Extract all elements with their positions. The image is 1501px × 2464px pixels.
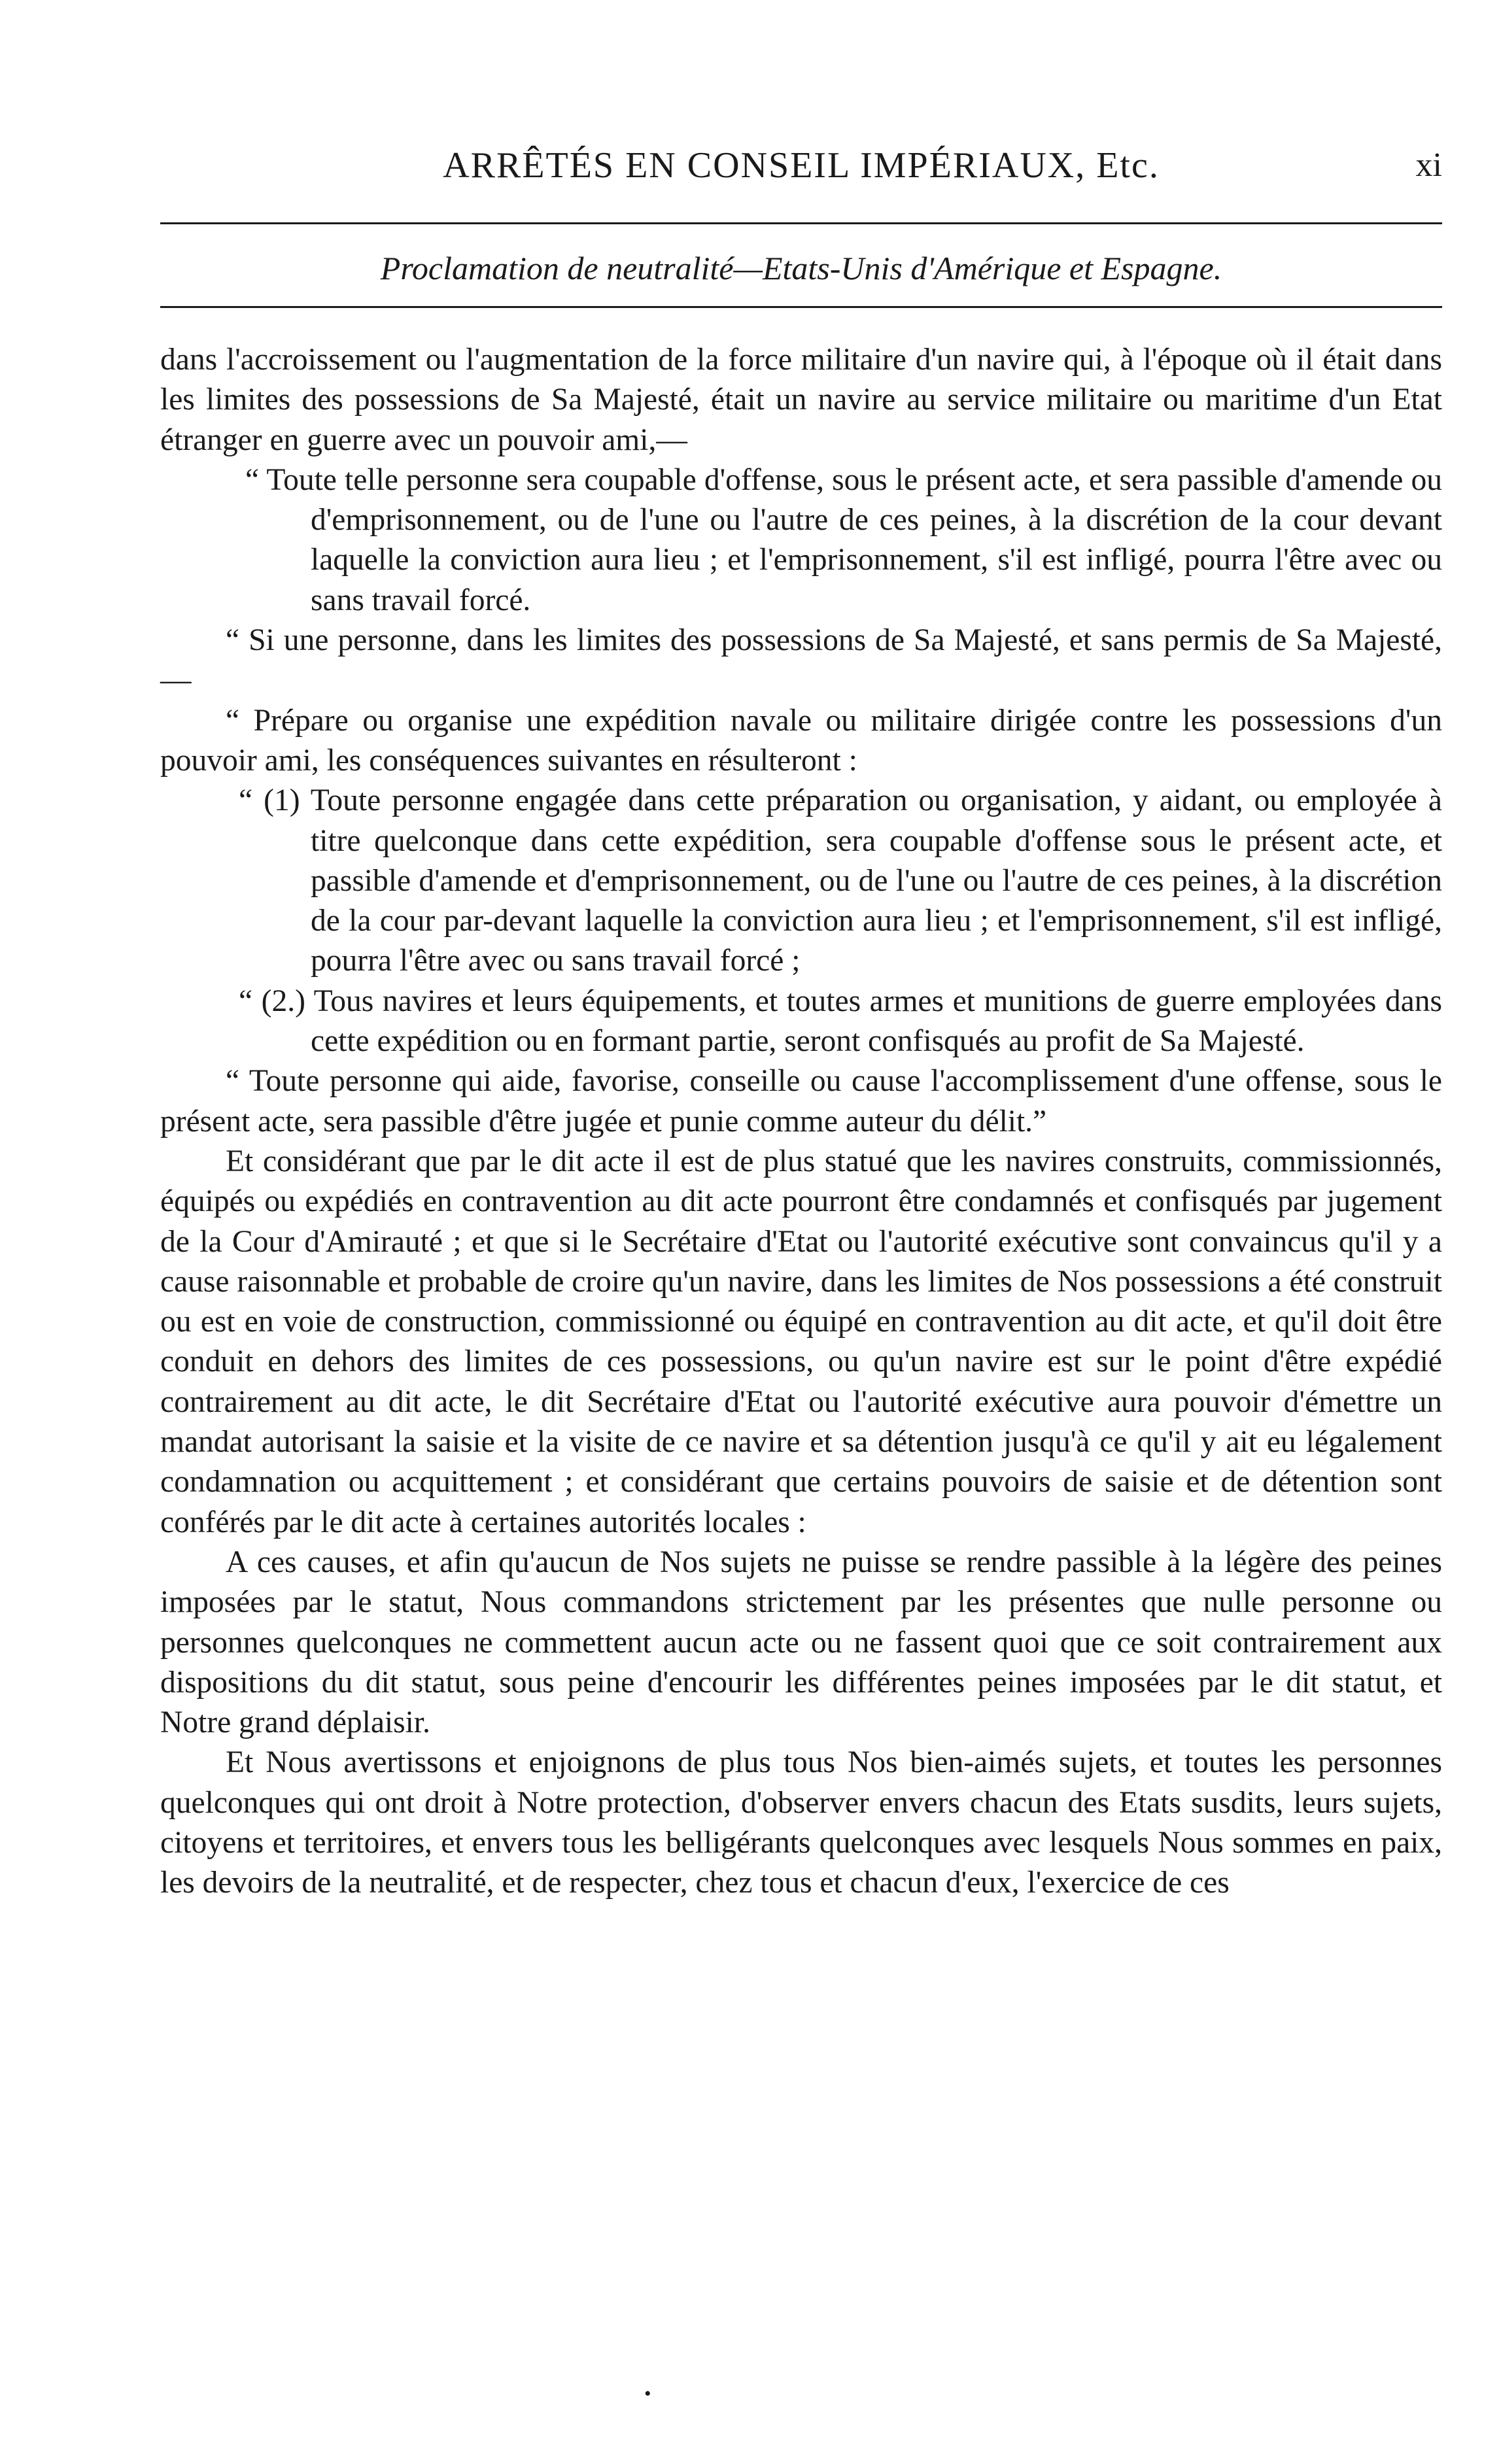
bottom-rule [160,306,1442,308]
paragraph-command: A ces causes, et afin qu'aucun de Nos sujets ne puisse se rendre passible à la légère des peines imposées par le statut, Nous commandons strictement par les présentes que nulle personne ou personnes quelconques ne commettent aucun acte ou ne fassent quoi que ce soit contrairement aux dispositions du dit statut, sous peine d'encourir les différentes peines imposées par le dit statut, et Notre grand déplaisir. [160,1545,1442,1740]
paragraph-quote-expedition: “ Prépare ou organise une expédition navale ou militaire dirigée contre les possessions d'un pouvoir ami, les conséquences suivantes en résulteront : [160,703,1442,778]
paragraph-considering: Et considérant que par le dit acte il est de plus statué que les navires construits, commissionnés, équipés ou expédiés en contravention au dit acte pourront être condamnés et confisqués par jugement de la Cour d'Amirauté ; et que si le Secrétaire d'Etat ou l'autorité exécutive sont convaincus qu'il y a cause raisonnable et probable de croire qu'un navire, dans les limites de Nos possessions a été construit ou est en voie de construction, commissionné ou équipé en contravention au dit acte, et qu'il doit être conduit en dehors des limites de ces possessions, ou qu'un navire est sur le point d'être expédié contrairement au dit acte, le dit Secrétaire d'Etat ou l'autorité exécutive aura pouvoir d'émettre un mandat autorisant la saisie et la visite de ce navire et sa détention jusqu'à ce qu'il y ait eu légalement condamnation ou acquittement ; et considérant que certains pouvoirs de saisie et de détention sont conférés par le dit acte à certaines autorités locales : [160,1144,1442,1539]
paragraph-continuation: dans l'accroissement ou l'augmentation de la force militaire d'un navire qui, à l'époque où il était dans les limites des possessions de Sa Majesté, était un navire au service militaire ou maritime d'un Etat étranger en guerre avec un pouvoir ami,— [160,343,1442,457]
top-rule [160,222,1442,224]
paragraph-quote-permission: “ Si une personne, dans les limites des possessions de Sa Majesté, et sans permis de Sa Majesté,— [160,623,1442,698]
body-text [160,340,1442,1904]
paragraph-item-2: “ (2.) Tous navires et leurs équipements, et toutes armes et munitions de guerre employées dans cette expédition ou en formant partie, seront confisqués au profit de Sa Majesté. [239,984,1442,1059]
page-number: xi [1415,146,1442,184]
section-subtitle: Proclamation de neutralité—Etats-Unis d'Amérique et Espagne. [380,250,1222,286]
running-head [160,143,1442,188]
paragraph-quote-offense: “ Toute telle personne sera coupable d'offense, sous le présent acte, et sera passible d'amende ou d'emprisonnement, ou de l'une ou l'autre de ces peines, à la discrétion de la cour devant laquelle la conviction aura lieu ; et l'emprisonnement, s'il est infligé, pourra l'être avec ou sans travail forcé. [245,462,1442,617]
footer-mark: • [644,2383,651,2404]
paragraph-item-1: “ (1) Toute personne engagée dans cette préparation ou organisation, y aidant, ou employée à titre quelconque dans cette expédition, sera coupable d'offense sous le présent acte, et passible d'amende et d'emprisonnement, ou de l'une ou l'autre de ces peines, à la discrétion de la cour par-devant laquelle la conviction aura lieu ; et l'emprisonnement, s'il est infligé, pourra l'être avec ou sans travail forcé ; [239,783,1442,978]
paragraph-warning: Et Nous avertissons et enjoignons de plus tous Nos bien-aimés sujets, et toutes les personnes quelconques qui ont droit à Notre protection, d'observer envers chacun des Etats susdits, leurs sujets, citoyens et territoires, et envers tous les belligérants quelconques avec lesquels Nous sommes en paix, les devoirs de la neutralité, et de respecter, chez tous et chacun d'eux, l'exercice de ces [160,1745,1442,1900]
running-title: ARRÊTÉS EN CONSEIL IMPÉRIAUX, Etc. [443,145,1160,186]
paragraph-quote-accomplice: “ Toute personne qui aide, favorise, conseille ou cause l'accomplissement d'une offense, sous le présent acte, sera passible d'être jugée et punie comme auteur du délit.” [160,1064,1442,1138]
document-page [160,0,1442,2464]
